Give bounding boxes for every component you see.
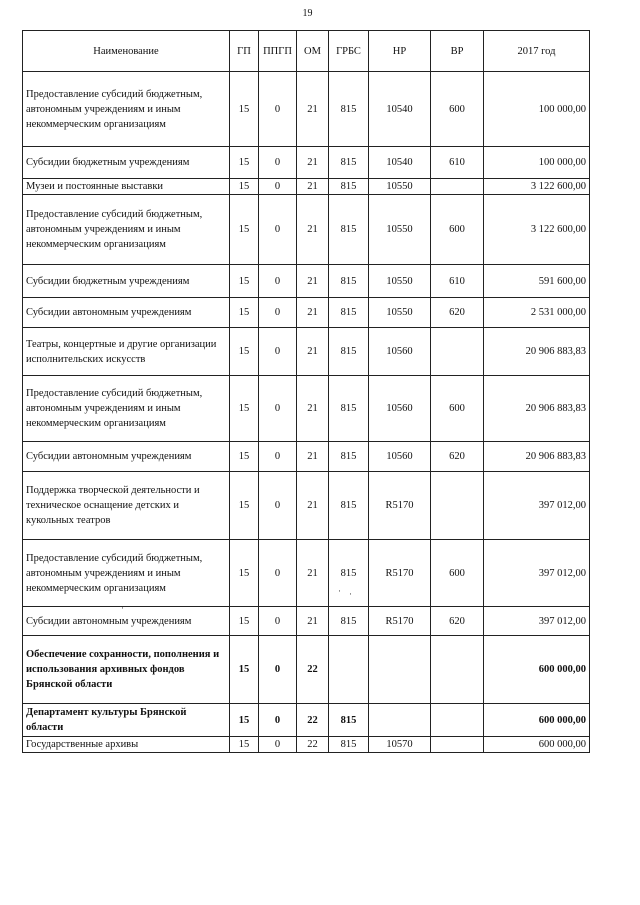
- cell-om: 21: [297, 195, 329, 265]
- cell-gp: 15: [230, 376, 259, 442]
- cell-nr: 10560: [369, 376, 431, 442]
- header-nr: НР: [369, 31, 431, 72]
- cell-name: Субсидии бюджетным учреждениям: [23, 147, 230, 179]
- cell-vr: 610: [431, 147, 484, 179]
- table-row: [23, 376, 590, 442]
- cell-gp: 15: [230, 328, 259, 376]
- cell-om: 22: [297, 737, 329, 753]
- cell-vr: 600: [431, 72, 484, 147]
- cell-om: 21: [297, 328, 329, 376]
- cell-vr: 620: [431, 298, 484, 328]
- cell-grbs: 815: [329, 179, 369, 195]
- header-om: ОМ: [297, 31, 329, 72]
- cell-gp: 15: [230, 147, 259, 179]
- scan-speck: ·: [338, 586, 341, 596]
- cell-grbs: 815: [329, 704, 369, 737]
- cell-name: Субсидии автономным учреждениям: [23, 442, 230, 472]
- cell-grbs: 815: [329, 737, 369, 753]
- cell-amount: 600 000,00: [484, 636, 590, 704]
- cell-vr: [431, 179, 484, 195]
- cell-name: Предоставление субсидий бюджетным, автономным учреждениям и иным некоммерческим организациям: [23, 72, 230, 147]
- cell-amount: 3 122 600,00: [484, 179, 590, 195]
- cell-om: 21: [297, 72, 329, 147]
- cell-amount: 600 000,00: [484, 737, 590, 753]
- cell-vr: 600: [431, 540, 484, 607]
- cell-nr: R5170: [369, 540, 431, 607]
- cell-gp: 15: [230, 704, 259, 737]
- cell-ppgp: 0: [259, 376, 297, 442]
- scan-speck: ·: [121, 603, 124, 613]
- cell-grbs: 815: [329, 607, 369, 636]
- cell-amount: 397 012,00: [484, 607, 590, 636]
- cell-grbs: 815: [329, 298, 369, 328]
- table-row: [23, 179, 590, 195]
- table-row: [23, 540, 590, 607]
- cell-vr: 600: [431, 195, 484, 265]
- cell-nr: 10550: [369, 179, 431, 195]
- cell-vr: 620: [431, 442, 484, 472]
- cell-amount: 397 012,00: [484, 472, 590, 540]
- page-number: 19: [302, 8, 313, 19]
- cell-ppgp: 0: [259, 442, 297, 472]
- cell-grbs: 815: [329, 328, 369, 376]
- cell-om: 21: [297, 442, 329, 472]
- cell-amount: 20 906 883,83: [484, 328, 590, 376]
- cell-nr: 10550: [369, 265, 431, 298]
- table-row: [23, 442, 590, 472]
- cell-grbs: 815: [329, 265, 369, 298]
- cell-amount: 100 000,00: [484, 147, 590, 179]
- cell-vr: [431, 328, 484, 376]
- table-header-row: [23, 31, 590, 72]
- cell-nr: [369, 636, 431, 704]
- cell-om: 21: [297, 265, 329, 298]
- cell-nr: 10540: [369, 72, 431, 147]
- cell-om: 21: [297, 376, 329, 442]
- cell-ppgp: 0: [259, 298, 297, 328]
- cell-om: 21: [297, 607, 329, 636]
- cell-vr: [431, 737, 484, 753]
- table-row: [23, 72, 590, 147]
- cell-nr: 10560: [369, 328, 431, 376]
- table-row: [23, 607, 590, 636]
- header-grbs: ГРБС: [329, 31, 369, 72]
- cell-amount: 20 906 883,83: [484, 376, 590, 442]
- cell-gp: 15: [230, 265, 259, 298]
- cell-name: Театры, концертные и другие организации исполнительских искусств: [23, 328, 230, 376]
- cell-ppgp: 0: [259, 147, 297, 179]
- cell-name: Предоставление субсидий бюджетным, автономным учреждениям и иным некоммерческим организациям: [23, 195, 230, 265]
- header-name: Наименование: [23, 31, 230, 72]
- cell-amount: 3 122 600,00: [484, 195, 590, 265]
- cell-gp: 15: [230, 195, 259, 265]
- cell-name: Субсидии бюджетным учреждениям: [23, 265, 230, 298]
- cell-gp: 15: [230, 540, 259, 607]
- table-row: [23, 704, 590, 737]
- cell-amount: 100 000,00: [484, 72, 590, 147]
- cell-om: 22: [297, 636, 329, 704]
- cell-amount: 20 906 883,83: [484, 442, 590, 472]
- cell-om: 21: [297, 179, 329, 195]
- table-row: [23, 195, 590, 265]
- cell-amount: 591 600,00: [484, 265, 590, 298]
- cell-gp: 15: [230, 72, 259, 147]
- cell-vr: 610: [431, 265, 484, 298]
- header-year: 2017 год: [484, 31, 590, 72]
- cell-nr: R5170: [369, 472, 431, 540]
- cell-ppgp: 0: [259, 737, 297, 753]
- cell-om: 21: [297, 540, 329, 607]
- cell-nr: 10560: [369, 442, 431, 472]
- table-row: [23, 472, 590, 540]
- cell-gp: 15: [230, 442, 259, 472]
- budget-table: [22, 30, 590, 753]
- cell-name: Департамент культуры Брянской области: [23, 704, 230, 737]
- cell-grbs: 815: [329, 442, 369, 472]
- cell-ppgp: 0: [259, 704, 297, 737]
- cell-grbs: 815: [329, 540, 369, 607]
- cell-name: Государственные архивы: [23, 737, 230, 753]
- cell-grbs: 815: [329, 147, 369, 179]
- cell-gp: 15: [230, 298, 259, 328]
- cell-ppgp: 0: [259, 195, 297, 265]
- cell-grbs: 815: [329, 376, 369, 442]
- scan-speck: ·: [349, 589, 352, 599]
- cell-om: 21: [297, 298, 329, 328]
- table-row: [23, 147, 590, 179]
- cell-grbs: 815: [329, 195, 369, 265]
- cell-ppgp: 0: [259, 472, 297, 540]
- cell-gp: 15: [230, 179, 259, 195]
- cell-grbs: 815: [329, 472, 369, 540]
- cell-gp: 15: [230, 636, 259, 704]
- cell-ppgp: 0: [259, 636, 297, 704]
- cell-om: 21: [297, 147, 329, 179]
- cell-amount: 2 531 000,00: [484, 298, 590, 328]
- cell-vr: [431, 704, 484, 737]
- header-ppgp: ППГП: [259, 31, 297, 72]
- header-gp: ГП: [230, 31, 259, 72]
- cell-ppgp: 0: [259, 265, 297, 298]
- cell-om: 21: [297, 472, 329, 540]
- cell-name: Субсидии автономным учреждениям: [23, 298, 230, 328]
- cell-name: Обеспечение сохранности, пополнения и использования архивных фондов Брянской области: [23, 636, 230, 704]
- cell-nr: 10570: [369, 737, 431, 753]
- table-row: [23, 636, 590, 704]
- cell-nr: 10540: [369, 147, 431, 179]
- table-row: [23, 265, 590, 298]
- cell-vr: 600: [431, 376, 484, 442]
- header-vr: ВР: [431, 31, 484, 72]
- cell-om: 22: [297, 704, 329, 737]
- cell-name: Субсидии автономным учреждениям: [23, 607, 230, 636]
- cell-gp: 15: [230, 472, 259, 540]
- cell-vr: 620: [431, 607, 484, 636]
- cell-ppgp: 0: [259, 179, 297, 195]
- cell-grbs: [329, 636, 369, 704]
- cell-gp: 15: [230, 737, 259, 753]
- table-row: [23, 737, 590, 753]
- cell-name: Предоставление субсидий бюджетным, автономным учреждениям и иным некоммерческим организациям: [23, 376, 230, 442]
- cell-name: Музеи и постоянные выставки: [23, 179, 230, 195]
- cell-nr: 10550: [369, 195, 431, 265]
- cell-ppgp: 0: [259, 328, 297, 376]
- table-row: [23, 298, 590, 328]
- cell-grbs: 815: [329, 72, 369, 147]
- cell-nr: [369, 704, 431, 737]
- cell-ppgp: 0: [259, 540, 297, 607]
- cell-amount: 397 012,00: [484, 540, 590, 607]
- cell-nr: 10550: [369, 298, 431, 328]
- cell-gp: 15: [230, 607, 259, 636]
- cell-name: Поддержка творческой деятельности и техническое оснащение детских и кукольных театров: [23, 472, 230, 540]
- cell-ppgp: 0: [259, 72, 297, 147]
- cell-nr: R5170: [369, 607, 431, 636]
- cell-name: Предоставление субсидий бюджетным, автономным учреждениям и иным некоммерческим организациям: [23, 540, 230, 607]
- table-row: [23, 328, 590, 376]
- cell-ppgp: 0: [259, 607, 297, 636]
- cell-vr: [431, 472, 484, 540]
- cell-vr: [431, 636, 484, 704]
- cell-amount: 600 000,00: [484, 704, 590, 737]
